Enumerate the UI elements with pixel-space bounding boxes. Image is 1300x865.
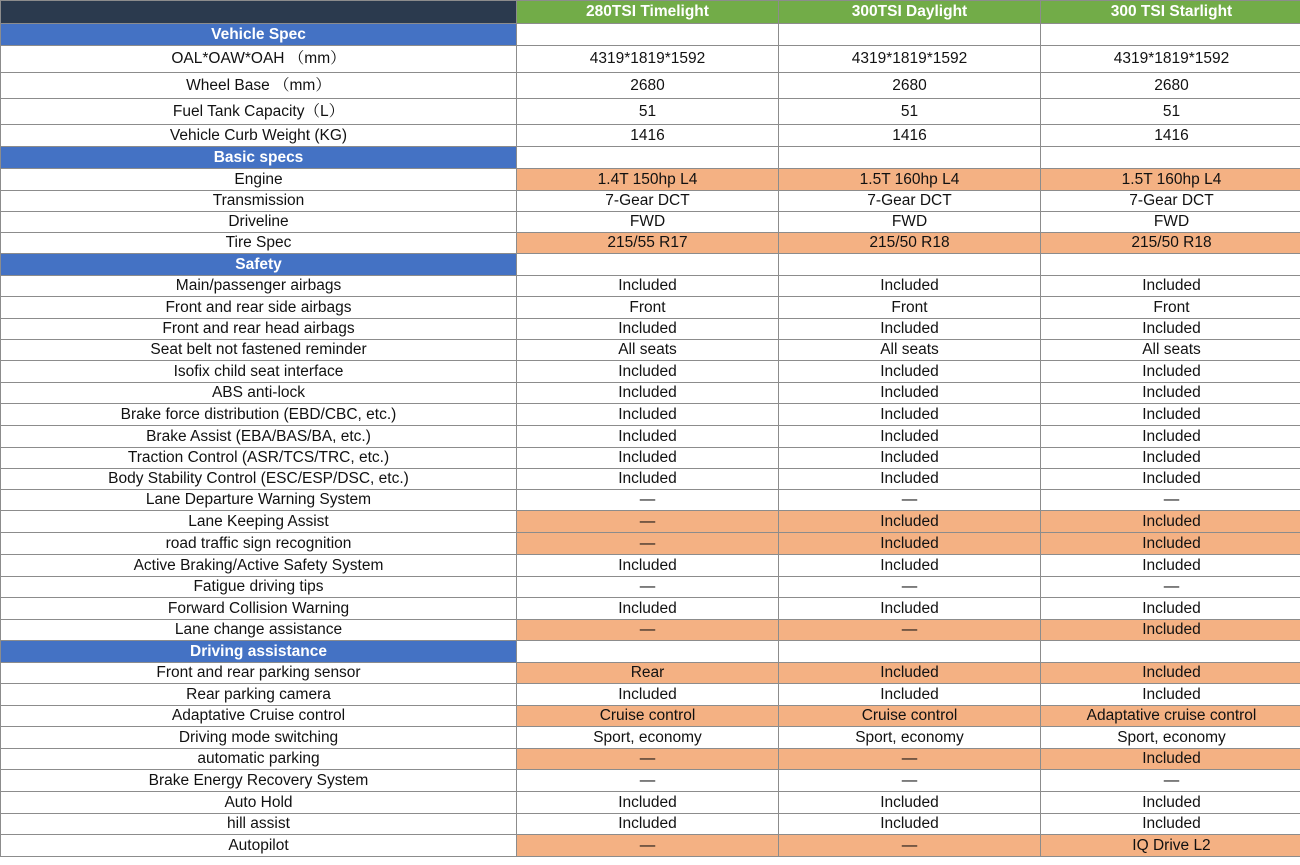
spec-value-cell: — bbox=[517, 620, 779, 641]
spec-value-cell: Included bbox=[517, 684, 779, 706]
spec-value-cell: 1416 bbox=[779, 125, 1041, 147]
spec-value-cell: Included bbox=[517, 555, 779, 577]
spec-value-cell: FWD bbox=[1041, 212, 1300, 233]
table-row bbox=[1, 490, 1300, 511]
spec-label: Tire Spec bbox=[1, 233, 517, 254]
spec-value-cell: Included bbox=[517, 383, 779, 404]
table-row bbox=[1, 361, 1300, 383]
section-title: Safety bbox=[1, 254, 517, 276]
table-row bbox=[1, 749, 1300, 770]
table-row bbox=[1, 663, 1300, 684]
spec-label: Brake Assist (EBA/BAS/BA, etc.) bbox=[1, 426, 517, 448]
spec-value-cell: IQ Drive L2 bbox=[1041, 835, 1300, 857]
spec-value-cell: Included bbox=[517, 814, 779, 835]
section-title: Vehicle Spec bbox=[1, 24, 517, 46]
spec-value-cell: Included bbox=[779, 319, 1041, 340]
table-row bbox=[1, 835, 1300, 857]
spec-value-cell: Included bbox=[779, 814, 1041, 835]
table-row bbox=[1, 448, 1300, 469]
spec-value-cell: — bbox=[779, 770, 1041, 792]
spec-value-cell: Rear bbox=[517, 663, 779, 684]
spec-label: Engine bbox=[1, 169, 517, 191]
spec-value-cell: Cruise control bbox=[517, 706, 779, 727]
spec-label: Active Braking/Active Safety System bbox=[1, 555, 517, 577]
section-blank-cell bbox=[779, 24, 1041, 46]
section-blank-cell bbox=[1041, 24, 1300, 46]
spec-value-cell: Sport, economy bbox=[517, 727, 779, 749]
spec-value-cell: Included bbox=[517, 469, 779, 490]
table-header bbox=[1, 1, 1300, 24]
spec-value-cell: Included bbox=[517, 404, 779, 426]
section-blank-cell bbox=[517, 24, 779, 46]
spec-value-cell: Included bbox=[1041, 319, 1300, 340]
spec-value-cell: 1416 bbox=[1041, 125, 1300, 147]
spec-label: Lane Keeping Assist bbox=[1, 511, 517, 533]
spec-value-cell: FWD bbox=[779, 212, 1041, 233]
table-row bbox=[1, 577, 1300, 598]
section-blank-cell bbox=[517, 254, 779, 276]
spec-value-cell: — bbox=[517, 511, 779, 533]
spec-value-cell: Included bbox=[517, 598, 779, 620]
table-row bbox=[1, 598, 1300, 620]
spec-label: Forward Collision Warning bbox=[1, 598, 517, 620]
spec-value-cell: Included bbox=[1041, 620, 1300, 641]
spec-label: Front and rear parking sensor bbox=[1, 663, 517, 684]
spec-value-cell: — bbox=[1041, 770, 1300, 792]
section-blank-cell bbox=[1041, 147, 1300, 169]
table-row bbox=[1, 73, 1300, 99]
spec-value-cell: — bbox=[517, 533, 779, 555]
spec-value-cell: Included bbox=[1041, 555, 1300, 577]
spec-value-cell: 7-Gear DCT bbox=[1041, 191, 1300, 212]
section-blank-cell bbox=[779, 641, 1041, 663]
spec-value-cell: Included bbox=[779, 426, 1041, 448]
spec-value-cell: Front bbox=[779, 297, 1041, 319]
spec-value-cell: Included bbox=[779, 276, 1041, 297]
spec-label: Autopilot bbox=[1, 835, 517, 857]
spec-label: Seat belt not fastened reminder bbox=[1, 340, 517, 361]
spec-value-cell: 4319*1819*1592 bbox=[1041, 46, 1300, 73]
spec-label: automatic parking bbox=[1, 749, 517, 770]
section-header-driving-assistance bbox=[1, 641, 1300, 663]
section-header-basic-specs bbox=[1, 147, 1300, 169]
spec-value-cell: Included bbox=[1041, 404, 1300, 426]
spec-value-cell: Included bbox=[779, 555, 1041, 577]
table-row bbox=[1, 383, 1300, 404]
spec-label: Vehicle Curb Weight (KG) bbox=[1, 125, 517, 147]
spec-label: Front and rear side airbags bbox=[1, 297, 517, 319]
spec-value-cell: 51 bbox=[779, 99, 1041, 125]
spec-value-cell: — bbox=[779, 749, 1041, 770]
spec-value-cell: — bbox=[517, 577, 779, 598]
spec-label: Driving mode switching bbox=[1, 727, 517, 749]
spec-label: Auto Hold bbox=[1, 792, 517, 814]
spec-value-cell: Included bbox=[779, 511, 1041, 533]
spec-label: Driveline bbox=[1, 212, 517, 233]
spec-label: Fatigue driving tips bbox=[1, 577, 517, 598]
spec-value-cell: — bbox=[517, 490, 779, 511]
spec-label: Lane Departure Warning System bbox=[1, 490, 517, 511]
spec-value-cell: All seats bbox=[779, 340, 1041, 361]
spec-value-cell: — bbox=[779, 577, 1041, 598]
table-row bbox=[1, 426, 1300, 448]
table-row bbox=[1, 297, 1300, 319]
table-row bbox=[1, 770, 1300, 792]
table-row bbox=[1, 99, 1300, 125]
table-row bbox=[1, 792, 1300, 814]
spec-value-cell: 2680 bbox=[1041, 73, 1300, 99]
table-row bbox=[1, 555, 1300, 577]
spec-value-cell: Included bbox=[1041, 814, 1300, 835]
section-title: Basic specs bbox=[1, 147, 517, 169]
section-blank-cell bbox=[779, 147, 1041, 169]
spec-value-cell: 7-Gear DCT bbox=[517, 191, 779, 212]
spec-value-cell: Included bbox=[517, 792, 779, 814]
table-row bbox=[1, 169, 1300, 191]
section-blank-cell bbox=[779, 254, 1041, 276]
spec-label: Wheel Base （mm） bbox=[1, 73, 517, 99]
table-row bbox=[1, 404, 1300, 426]
table-row bbox=[1, 46, 1300, 73]
spec-value-cell: 7-Gear DCT bbox=[779, 191, 1041, 212]
spec-value-cell: 4319*1819*1592 bbox=[517, 46, 779, 73]
spec-value-cell: Included bbox=[1041, 448, 1300, 469]
spec-value-cell: 1.5T 160hp L4 bbox=[1041, 169, 1300, 191]
spec-label: Rear parking camera bbox=[1, 684, 517, 706]
trim-header-280tsi-timelight: 280TSI Timelight bbox=[517, 1, 779, 24]
spec-label: Transmission bbox=[1, 191, 517, 212]
spec-label: Brake force distribution (EBD/CBC, etc.) bbox=[1, 404, 517, 426]
spec-value-cell: Included bbox=[779, 684, 1041, 706]
spec-value-cell: Included bbox=[779, 792, 1041, 814]
spec-value-cell: Included bbox=[1041, 361, 1300, 383]
spec-value-cell: 2680 bbox=[779, 73, 1041, 99]
spec-value-cell: FWD bbox=[517, 212, 779, 233]
table-row bbox=[1, 276, 1300, 297]
spec-label: Body Stability Control (ESC/ESP/DSC, etc.) bbox=[1, 469, 517, 490]
spec-value-cell: Included bbox=[779, 404, 1041, 426]
spec-value-cell: Included bbox=[1041, 663, 1300, 684]
spec-value-cell: Included bbox=[1041, 276, 1300, 297]
table-row bbox=[1, 533, 1300, 555]
spec-value-cell: 51 bbox=[1041, 99, 1300, 125]
spec-value-cell: 4319*1819*1592 bbox=[779, 46, 1041, 73]
table-row bbox=[1, 511, 1300, 533]
spec-value-cell: Included bbox=[517, 361, 779, 383]
table-body bbox=[1, 24, 1300, 857]
section-blank-cell bbox=[1041, 641, 1300, 663]
spec-value-cell: 215/50 R18 bbox=[779, 233, 1041, 254]
spec-label: Traction Control (ASR/TCS/TRC, etc.) bbox=[1, 448, 517, 469]
spec-value-cell: Included bbox=[1041, 684, 1300, 706]
spec-value-cell: Sport, economy bbox=[779, 727, 1041, 749]
spec-label: OAL*OAW*OAH （mm） bbox=[1, 46, 517, 73]
spec-value-cell: — bbox=[1041, 577, 1300, 598]
spec-value-cell: 1.4T 150hp L4 bbox=[517, 169, 779, 191]
trim-header-300tsi-daylight: 300TSI Daylight bbox=[779, 1, 1041, 24]
spec-value-cell: Included bbox=[779, 533, 1041, 555]
spec-value-cell: Included bbox=[1041, 749, 1300, 770]
table-row bbox=[1, 620, 1300, 641]
spec-value-cell: Included bbox=[1041, 598, 1300, 620]
spec-value-cell: Sport, economy bbox=[1041, 727, 1300, 749]
header-row bbox=[1, 1, 1300, 24]
section-blank-cell bbox=[517, 147, 779, 169]
spec-value-cell: Included bbox=[779, 663, 1041, 684]
spec-value-cell: — bbox=[517, 770, 779, 792]
spec-value-cell: — bbox=[517, 749, 779, 770]
table-row bbox=[1, 727, 1300, 749]
spec-label: hill assist bbox=[1, 814, 517, 835]
table-row bbox=[1, 706, 1300, 727]
spec-value-cell: Included bbox=[1041, 383, 1300, 404]
spec-value-cell: Front bbox=[517, 297, 779, 319]
header-corner-cell bbox=[1, 1, 517, 24]
spec-value-cell: — bbox=[1041, 490, 1300, 511]
spec-value-cell: Included bbox=[779, 361, 1041, 383]
spec-value-cell: Included bbox=[1041, 533, 1300, 555]
section-blank-cell bbox=[1041, 254, 1300, 276]
spec-value-cell: 1.5T 160hp L4 bbox=[779, 169, 1041, 191]
spec-value-cell: — bbox=[779, 490, 1041, 511]
table-row bbox=[1, 233, 1300, 254]
spec-value-cell: Included bbox=[779, 383, 1041, 404]
spec-value-cell: Included bbox=[1041, 469, 1300, 490]
spec-value-cell: Front bbox=[1041, 297, 1300, 319]
spec-value-cell: Included bbox=[779, 598, 1041, 620]
spec-value-cell: 2680 bbox=[517, 73, 779, 99]
spec-value-cell: Included bbox=[1041, 426, 1300, 448]
spec-value-cell: — bbox=[779, 620, 1041, 641]
trim-header-300tsi-starlight: 300 TSI Starlight bbox=[1041, 1, 1300, 24]
spec-label: Main/passenger airbags bbox=[1, 276, 517, 297]
spec-value-cell: 215/55 R17 bbox=[517, 233, 779, 254]
section-header-vehicle-spec bbox=[1, 24, 1300, 46]
spec-value-cell: All seats bbox=[517, 340, 779, 361]
table-row bbox=[1, 319, 1300, 340]
section-header-safety bbox=[1, 254, 1300, 276]
section-title: Driving assistance bbox=[1, 641, 517, 663]
spec-label: Adaptative Cruise control bbox=[1, 706, 517, 727]
spec-value-cell: All seats bbox=[1041, 340, 1300, 361]
spec-value-cell: 1416 bbox=[517, 125, 779, 147]
spec-value-cell: Included bbox=[517, 319, 779, 340]
spec-value-cell: Included bbox=[779, 469, 1041, 490]
spec-label: Front and rear head airbags bbox=[1, 319, 517, 340]
spec-value-cell: — bbox=[517, 835, 779, 857]
table-row bbox=[1, 212, 1300, 233]
spec-label: ABS anti-lock bbox=[1, 383, 517, 404]
spec-label: road traffic sign recognition bbox=[1, 533, 517, 555]
spec-value-cell: Included bbox=[517, 426, 779, 448]
spec-label: Brake Energy Recovery System bbox=[1, 770, 517, 792]
table-row bbox=[1, 814, 1300, 835]
spec-label: Isofix child seat interface bbox=[1, 361, 517, 383]
table-row bbox=[1, 191, 1300, 212]
spec-label: Fuel Tank Capacity（L） bbox=[1, 99, 517, 125]
spec-value-cell: Adaptative cruise control bbox=[1041, 706, 1300, 727]
spec-value-cell: 51 bbox=[517, 99, 779, 125]
table-row bbox=[1, 340, 1300, 361]
spec-value-cell: 215/50 R18 bbox=[1041, 233, 1300, 254]
spec-value-cell: Included bbox=[517, 276, 779, 297]
spec-value-cell: — bbox=[779, 835, 1041, 857]
spec-value-cell: Included bbox=[779, 448, 1041, 469]
spec-value-cell: Included bbox=[517, 448, 779, 469]
table-row bbox=[1, 125, 1300, 147]
spec-label: Lane change assistance bbox=[1, 620, 517, 641]
table-row bbox=[1, 684, 1300, 706]
spec-value-cell: Included bbox=[1041, 511, 1300, 533]
spec-value-cell: Cruise control bbox=[779, 706, 1041, 727]
spec-value-cell: Included bbox=[1041, 792, 1300, 814]
table-row bbox=[1, 469, 1300, 490]
section-blank-cell bbox=[517, 641, 779, 663]
